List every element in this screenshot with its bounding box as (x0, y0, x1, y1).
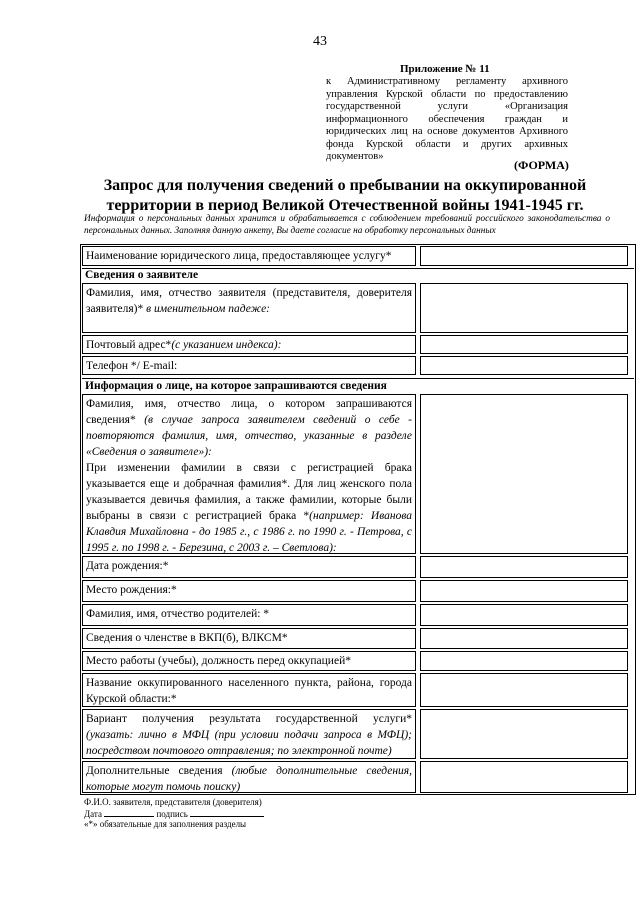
form-row-applicant-name (82, 283, 634, 333)
form-row-phone (82, 356, 634, 375)
parents-label: Фамилия, имя, отчество родителей: * (82, 604, 416, 626)
form-row-org (82, 246, 634, 266)
page-number: 43 (313, 34, 327, 49)
applicant-name-hint: в именительном падеже: (146, 303, 271, 315)
form-title-line-1: Запрос для получения сведений о пребывании на оккупированной (103, 177, 587, 194)
work-label: Место работы (учебы), должность перед оккупацией* (82, 651, 416, 671)
occupied-place-label: Название оккупированного населенного пункта, района, города Курской области:* (82, 673, 416, 707)
postal-field[interactable] (420, 335, 628, 354)
result-label (82, 709, 416, 759)
section-divider (82, 378, 634, 379)
form-row-occupied-place (82, 673, 634, 707)
birth-date-field[interactable] (420, 556, 628, 578)
phone-label: Телефон */ E-mail: (82, 356, 416, 375)
extra-text: Дополнительные сведения (86, 765, 223, 777)
signer-label: Ф.И.О. заявителя, представителя (доверителя) (84, 797, 262, 807)
signature-blank[interactable] (190, 808, 264, 817)
party-field[interactable] (420, 628, 628, 649)
person-name-hint: (в случае запроса заявителем сведений о себе - повторяются фамилия, имя, отчество, указанные в разделе «Сведения о заявителе»): (86, 414, 412, 458)
section-person-title: Информация о лице, на которое запрашиваются сведения (85, 380, 387, 392)
party-label: Сведения о членстве в ВКП(б), ВЛКСМ* (82, 628, 416, 649)
person-name-rules: При изменении фамилии в связи с регистрацией брака указывается еще и добрачная фамилия*. Для лиц женского пола указывается девичья фамилия, а также фамилии, которые были выбраны в связи с регистрацией брака * (86, 462, 412, 522)
person-name-field[interactable] (420, 394, 628, 554)
extra-label (82, 761, 416, 793)
org-name-field[interactable] (420, 246, 628, 266)
extra-hint: (любые дополнительные сведения, которые могут помочь поиску) (86, 765, 412, 793)
birth-place-field[interactable] (420, 580, 628, 602)
result-text: Вариант получения результата государственной услуги* (86, 713, 412, 725)
form-title (60, 176, 630, 216)
person-name-text: Фамилия, имя, отчество лица, о котором запрашиваются сведения* (86, 398, 412, 426)
postal-text: Почтовый адрес* (86, 339, 172, 351)
form-row-birth-place (82, 580, 634, 602)
form-row-result (82, 709, 634, 759)
form-footer (84, 797, 344, 830)
result-hint: (указать: лично в МФЦ (при условии подачи запроса в МФЦ); посредством почтового отправления; по электронной почте) (86, 729, 412, 757)
date-label: Дата (84, 808, 102, 819)
person-name-example: (например: Иванова Клавдия Михайловна - до 1985 г., с 1986 г. по 1990 г. - Петрова, с 1995 г. по 1998 г. - Березина, с 2003 г. – Светлова): (86, 510, 412, 554)
birth-place-label: Место рождения:* (82, 580, 416, 602)
required-note: «*» обязательные для заполнения разделы (84, 819, 247, 829)
person-name-label (82, 394, 416, 554)
signature-label: подпись (156, 808, 188, 819)
extra-field[interactable] (420, 761, 628, 793)
applicant-name-text: Фамилия, имя, отчество заявителя (представителя, доверителя заявителя)* (86, 287, 412, 315)
forma-label: (ФОРМА) (514, 158, 569, 172)
applicant-name-label (82, 283, 416, 333)
form-row-person-name (82, 394, 634, 554)
postal-label (82, 335, 416, 354)
phone-field[interactable] (420, 356, 628, 375)
form-row-party (82, 628, 634, 649)
work-field[interactable] (420, 651, 628, 671)
birth-date-label: Дата рождения:* (82, 556, 416, 578)
appendix-title: Приложение № 11 (400, 63, 490, 75)
consent-note: Информация о персональных данных хранится и обрабатывается с соблюдением требований российского законодательства о персональных данных. Заполняя данную анкету, Вы даете согласие на обработку персональных данных (84, 214, 610, 236)
result-field[interactable] (420, 709, 628, 759)
parents-field[interactable] (420, 604, 628, 626)
form-row-postal (82, 335, 634, 354)
form-title-line-2: территории в период Великой Отечественной войны 1941-1945 гг. (106, 197, 584, 214)
appendix-text: к Административному регламенту архивного управления Курской области по предоставлению государственной услуги «Организация информационного обеспечения граждан и юридических лиц на основе документов Архивного фонда Курской области и других архивных документов» (326, 76, 568, 162)
form-row-work (82, 651, 634, 671)
section-applicant-title: Сведения о заявителе (85, 269, 199, 281)
org-name-label: Наименование юридического лица, предоставляющее услугу* (82, 246, 416, 266)
form-row-birth-date (82, 556, 634, 578)
postal-hint: (с указанием индекса): (171, 339, 282, 351)
occupied-place-field[interactable] (420, 673, 628, 707)
date-signature-line (84, 808, 344, 820)
date-blank[interactable] (104, 808, 154, 817)
applicant-name-field[interactable] (420, 283, 628, 333)
form-row-extra (82, 761, 634, 793)
form-row-parents (82, 604, 634, 626)
